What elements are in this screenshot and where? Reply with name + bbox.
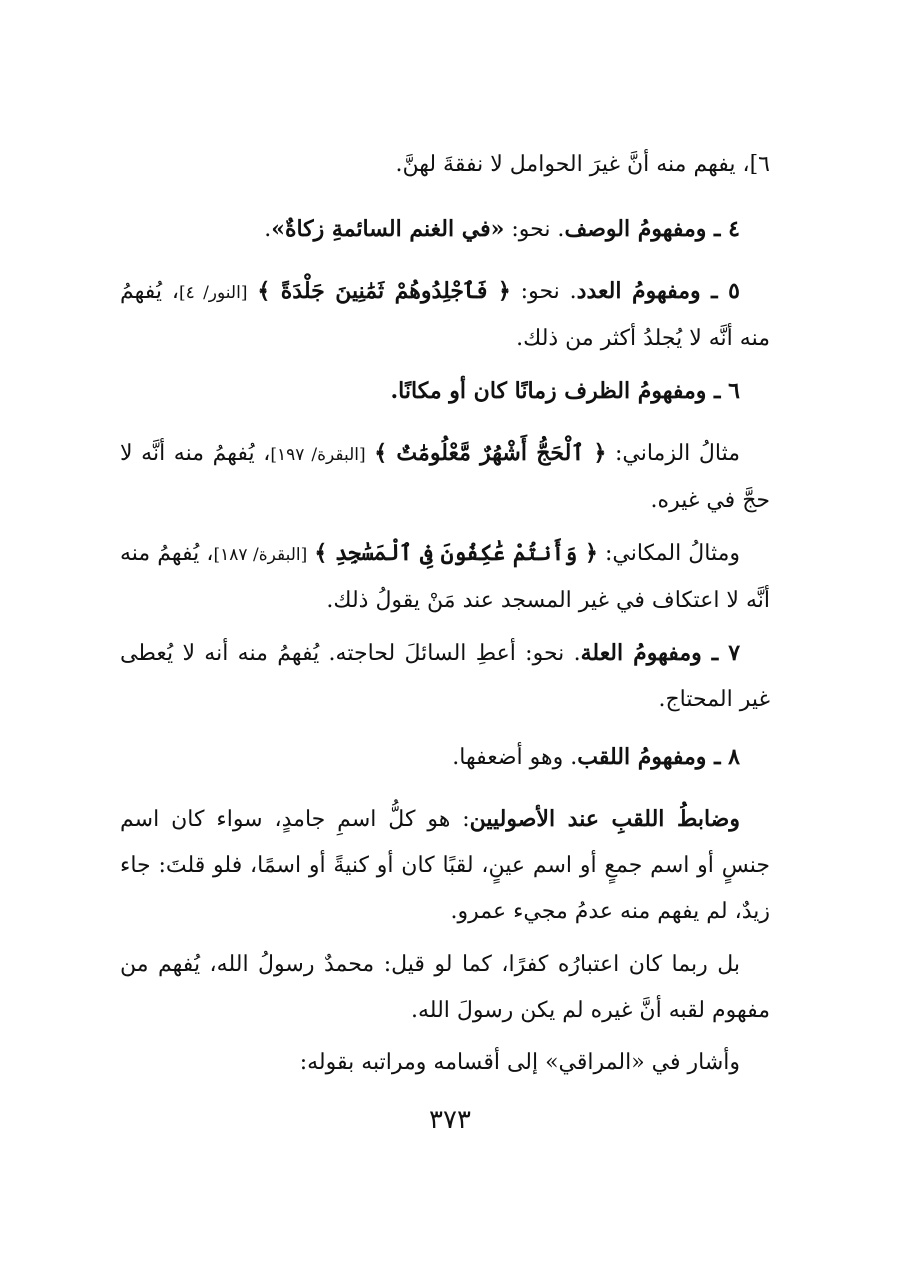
spatial-example-reference: [البقرة/ ١٨٧] (213, 545, 308, 565)
temporal-example-end: ، يُفهمُ منه أنَّه لا حجَّ في غيره. (120, 441, 770, 513)
spatial-example-verse: ﴿ وَأَنتُمْ عَٰكِفُونَ فِى ٱلْمَسَٰجِدِ ﴾ (314, 540, 598, 566)
paragraph-item-5 (120, 268, 770, 362)
item-5-verse: ﴿ فَٱجْلِدُوهُمْ ثَمَٰنِينَ جَلْدَةً ﴾ (257, 278, 511, 304)
paragraph-spatial-example (120, 530, 770, 624)
spatial-example-start: ومثالُ المكاني: (597, 541, 741, 566)
item-5-end: ، يُفهمُ منه أنَّه لا يُجلدُ أكثر من ذلك. (120, 279, 770, 351)
item-4-end: . (264, 217, 272, 242)
item-5-heading: ٥ ـ ومفهومُ العدد (576, 278, 740, 304)
item-7-text: . نحو: أعطِ السائلَ لحاجته. يُفهمُ منه أنه لا يُعطى غير المحتاج. (120, 641, 770, 712)
paragraph-item-8 (120, 734, 740, 781)
spatial-example-end: ، يُفهمُ منه أنَّه لا اعتكاف في غير المسجد عند مَنْ يقولُ ذلك. (120, 541, 770, 613)
page-number: ٣٧٣ (429, 1105, 471, 1135)
laqab-definition-text: : هو كلُّ اسمِ جامدٍ، سواء كان اسم جنسٍ أو اسم جمعٍ أو اسم عينٍ، لقبًا كان أو كنيةً أو اسمًا، فلو قلتَ: جاء زيدٌ، لم يفهم منه عدمُ مجيء عمرو. (120, 807, 770, 924)
item-4-hadith: «في الغنم السائمةِ زكاةٌ» (271, 216, 505, 242)
laqab-definition-lead: وضابطُ اللقبِ عند الأصوليين (469, 806, 740, 832)
item-5-reference: [النور/ ٤] (179, 283, 248, 303)
item-4-heading: ٤ ـ ومفهومُ الوصف (564, 216, 740, 242)
item-7-heading: ٧ ـ ومفهومُ العلة (580, 640, 741, 666)
paragraph-maraqi: وأشار في «المراقي» إلى أقسامه ومراتبه بقوله: (299, 1050, 740, 1075)
item-8-text: . وهو أضعفها. (452, 745, 578, 770)
paragraph-laqab-kufr: بل ربما كان اعتبارُه كفرًا، كما لو قيل: محمدٌ رسولُ الله، يُفهم من مفهوم لقبه أنَّ غيره لم يكن رسولَ الله. (120, 952, 770, 1023)
paragraph-laqab-definition (120, 796, 770, 935)
paragraph-continuation: ٦]، يفهم منه أنَّ غيرَ الحوامل لا نفقةَ لهنَّ. (395, 152, 770, 177)
item-8-heading: ٨ ـ ومفهومُ اللقب (577, 744, 740, 770)
item-4-after: . نحو: (504, 217, 565, 242)
paragraph-item-7 (120, 630, 770, 723)
paragraph-item-6: ٦ ـ ومفهومُ الظرف زمانًا كان أو مكانًا. (390, 378, 740, 404)
item-5-after: . نحو: (510, 279, 577, 304)
paragraph-item-4 (120, 206, 740, 253)
paragraph-temporal-example (120, 430, 770, 524)
temporal-example-reference: [البقرة/ ١٩٧] (270, 445, 366, 465)
temporal-example-start: مثالُ الزماني: (606, 441, 740, 466)
temporal-example-verse: ﴿ ٱلْحَجُّ أَشْهُرٌ مَّعْلُومَٰتٌ ﴾ (374, 440, 607, 466)
